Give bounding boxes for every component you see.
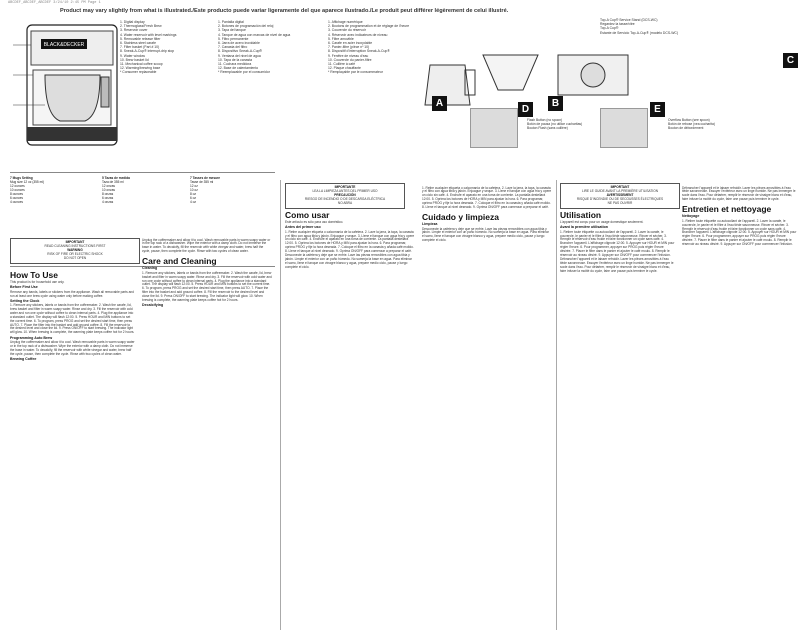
caption-d-es: Botón de pausa (no utilice cucharitas) — [527, 122, 583, 126]
part-fr-10: 11. Cuillère à café — [328, 62, 356, 67]
column-es-2 — [422, 186, 552, 628]
warning-label-fr: AVERTISSEMENT — [606, 192, 634, 197]
caption-d — [527, 118, 587, 130]
part-es-7: 8. Dispositivo Sneak-A-Cup® — [218, 49, 262, 54]
top-right-label-1: Regardez la tasse/vitre — [600, 22, 635, 27]
caption-e — [668, 118, 768, 130]
intro-en: This product is for household use only. — [10, 280, 65, 284]
part-en-7: 8. Sneak-A-Cup® interrupt-drip stop — [120, 49, 175, 54]
caption-e-fr: Bouton de débordement — [668, 126, 704, 130]
caption-e-en: Overflow Button (see spoon) — [668, 118, 710, 122]
warning-line-es-1: RIESGO DE INCENDIO O DE DESCARGA ELÉCTRICA — [304, 196, 386, 201]
before-first-use-heading: Before First Use — [10, 285, 38, 290]
en-body-1: 1. Remove any stickers, labels or bands from the coffeemaker. 2. Wash the carafe, lid, brew basket and filter in warm soapy water. Rinse and dry. 3. Fill the reservoir with cold water and run one cycle without coffee to clean internal parts. 4. Plug the appliance into a standard outlet. The display will flash 12:00. 5. Press HOUR and MIN buttons to set the current time. 6. To program, press PROG and set the desired start time, then press AUTO. 7. Place the filter into the basket and add ground coffee. 8. Fill the reservoir to the desired level and close the lid. 9. Press ON/OFF to start brewing. The indicator light will glow. 10. When brewing is complete, the warming plate keeps coffee hot for 2 hours. — [10, 303, 135, 335]
cleaning-heading: Cleaning — [142, 266, 158, 271]
mug-col2-line-5: 4 onzas — [102, 200, 114, 204]
section-como-usar: Como usar — [285, 210, 330, 220]
decalc-heading: Decalcifying — [142, 303, 164, 308]
parts-list-es — [218, 20, 313, 75]
print-header: ABCDEF_ABCDEF_ABCDEF 3/24/10 2:45 PM Page 1 — [8, 1, 101, 5]
mug-col1-title: 7 Mugs Setting — [10, 176, 33, 180]
before-body: Remove any bands, labels or stickers from the appliance. Wash all removable parts and run at least one brew cycle using water only before making coffee. — [10, 289, 134, 298]
important-sub-es: LEA LA LIMPIEZA ANTES DEL PRIMER USO — [312, 188, 378, 193]
section-how-to-use: How To Use — [10, 270, 59, 280]
callout-letter-a: A — [432, 96, 447, 111]
es-before-heading: Antes del primer uso — [285, 225, 321, 230]
section-entretien: Entretien et nettoyage — [682, 203, 772, 214]
fr-clean-heading: Nettoyage — [682, 214, 700, 219]
important-title-es: IMPORTANTE — [334, 185, 356, 189]
filter-illustration — [478, 45, 548, 105]
part-en-5: 6. Stainless steel carafe — [120, 41, 156, 46]
mug-col3-line-4: 6 oz — [190, 196, 197, 200]
mug-col3-line-0: Tasse de 355 ml — [190, 180, 214, 184]
column-es-1 — [285, 208, 415, 628]
part-fr-12: * Remplaçable par le consommateur — [328, 70, 383, 75]
setting-clock-heading: Setting the Clock — [10, 298, 40, 303]
callout-letter-e: E — [650, 102, 665, 117]
mug-col1-line-1: 12 ounces — [10, 184, 25, 188]
part-es-3: 4. Tanque de agua con marcas de nivel de agua — [218, 32, 291, 37]
parts-list-fr — [328, 20, 433, 75]
en-col2-body-a: Unplug the coffeemaker and allow it to cool. Wash removable parts in warm soapy water or in the top rack of a dishwasher. Wipe the exterior with a damp cloth. Do not immerse the base in water. To decalcify, fill the reservoir with white vinegar and water, brew half the cycle, pause, then complete the cycle. Rinse with two cycles of clean water. — [142, 238, 271, 254]
part-en-11: 12. Warming/brewing base — [120, 66, 161, 71]
part-en-8: 9. Water window — [120, 53, 145, 58]
part-fr-0: 1. Affichage numérique — [328, 20, 363, 24]
column-en-2 — [142, 238, 272, 628]
top-right-label-0: Top-A Cup® Service Stand (DCS-WC) — [600, 18, 658, 22]
top-right-label-2: Top-A Cup® — [600, 26, 619, 31]
mug-col3-title: 7 Tasses de mesure — [190, 176, 221, 180]
part-fr-4: 5. Filtre amovible — [328, 36, 354, 41]
part-en-3: 4. Water reservoir with level markings — [120, 32, 177, 37]
fr-col2-body-a: Débrancher l'appareil et le laisser refroidir. Laver les pièces amovibles à l'eau tiède savonneuse. Essuyer l'extérieur avec un linge humide. Ne pas immerger le socle dans l'eau. Pour détartrer, remplir le réservoir de vinaigre blanc et d'eau, faire infuser la moitié du cycle, faire une pause puis terminer le cycle. — [682, 186, 796, 202]
mug-col1-line-0: Mug size 12 oz (355 ml) — [10, 180, 45, 184]
part-fr-7: 8. Dispositif d'interruption Sneak-A-Cup® — [328, 49, 390, 54]
photo-e — [600, 108, 648, 148]
mug-col2-line-2: 10 onzas — [102, 188, 115, 192]
part-fr-8: 9. Fenêtre de niveau d'eau — [328, 53, 369, 58]
warning-label: WARNING — [67, 247, 83, 252]
part-en-0: 1. Digital display — [120, 20, 145, 24]
mug-col1-line-4: 6 ounces — [10, 196, 23, 200]
part-en-12: * Consumer replaceable — [120, 70, 157, 75]
es-clean-heading: Limpieza — [422, 222, 438, 227]
mug-col2-title: 5 Tazas de medida — [102, 176, 130, 180]
product-disclaimer: Product may vary slightly from what is illustrated./Este producto puede variar ligeramente del que aparece ilustrado./Le produit peut différer légèrement de celui illustré. — [60, 8, 509, 14]
mug-col3-line-2: 10 oz — [190, 188, 198, 192]
brewing-heading: Brewing Coffee — [10, 356, 37, 361]
warning-line-fr-1: RISQUE D'INCENDIE OU DE SECOUSSES ÉLECTRIQUES — [576, 196, 664, 201]
mug-col2-line-3: 8 onzas — [102, 192, 114, 196]
mug-col1-line-3: 8 ounces — [10, 192, 23, 196]
es-body-1: 1. Retire cualquier etiqueta o calcomanía de la cafetera. 2. Lave la jarra, la tapa, la canasta y el filtro con agua tibia y jabón. Enjuague y seque. 3. Llene el tanque con agua fría y opere un ciclo sin café. 4. Enchufe el aparato en una toma de corriente. La pantalla destellará 12:00. 5. Oprima los botones de HORA y MIN para ajustar la hora. 6. Para programar, oprima PROG y fije la hora deseada. 7. Coloque el filtro en la canasta y añada café molido. 8. Llene el tanque al nivel deseado. 9. Oprima ON/OFF para comenzar a preparar el café. — [285, 229, 415, 253]
part-en-9: 10. Brew basket lid — [120, 57, 149, 62]
program-heading: Programming Auto Brew — [10, 335, 53, 340]
es-col2-body-a: 1. Retire cualquier etiqueta o calcomanía de la cafetera. 2. Lave la jarra, la tapa, la canasta y el filtro con agua tibia y jabón. Enjuague y seque. 3. Llene el tanque con agua fría y opere un ciclo sin café. 4. Enchufe el aparato en una toma de corriente. La pantalla destellará 12:00. 5. Oprima los botones de HORA y MIN para ajustar la hora. 6. Para programar, oprima PROG y fije la hora deseada. 7. Coloque el filtro en la canasta y añada café molido. 8. Llene el tanque al nivel deseado. 9. Oprima ON/OFF para comenzar a preparar el café. — [422, 186, 552, 209]
es-body-1b: Desconecte la cafetera y deje que se enfríe. Lave las piezas removibles con agua tibia y jabón. Limpie el exterior con un paño húmedo. No sumerja la base en agua. Para eliminar el sarro, llene el tanque con vinagre blanco y agua, prepare medio ciclo, pause y luego complete el ciclo. — [285, 253, 412, 269]
parts-list-en — [120, 20, 215, 75]
mug-col2-line-4: 6 onzas — [102, 196, 114, 200]
column-fr-1 — [560, 208, 675, 628]
section-care: Care and Cleaning — [142, 255, 217, 266]
part-es-2: 3. Tapa del tanque — [218, 28, 246, 33]
part-es-4: 5. Filtro permanente — [218, 36, 249, 41]
part-es-1: 2. Botones de programación del reloj — [218, 24, 274, 29]
part-es-5: 6. Jarra de acero inoxidable — [218, 41, 260, 46]
mug-settings — [10, 176, 275, 224]
part-es-0: 1. Pantalla digital — [218, 20, 244, 24]
part-en-1: 2. Thermoglass/Fresh Brew — [120, 24, 162, 29]
important-sub-fr: LIRE LE GUIDE AVANT LA PREMIÈRE UTILISATION — [581, 188, 659, 193]
mug-settings-col3 — [190, 176, 270, 204]
warning-line-es-2: NO ABRA — [337, 200, 353, 205]
mug-col2-line-1: 12 onzas — [102, 184, 115, 188]
part-es-9: 10. Tapa de la canasta — [218, 57, 253, 62]
photo-d — [470, 108, 518, 148]
important-sub: READ CLEANING INSTRUCTIONS FIRST — [44, 243, 106, 248]
mug-col3-line-3: 8 oz — [190, 192, 197, 196]
important-box-es — [285, 183, 405, 209]
fr-col2-body-b: 1. Retirer toute étiquette ou autocollant de l'appareil. 2. Laver la carafe, le couvercle, le panier et le filtre à l'eau tiède savonneuse. Rincer et sécher. 3. Remplir le réservoir d'eau froide et faire fonctionner un cycle sans café. 4. Brancher l'appareil. L'affichage clignote 12:00. 5. Appuyer sur HOUR et MIN pour régler l'heure. 6. Pour programmer, appuyer sur PROG puis régler l'heure désirée. 7. Placer le filtre dans le panier et ajouter le café moulu. 8. Remplir le réservoir au niveau désiré. 9. Appuyer sur ON/OFF pour commencer l'infusion. — [682, 218, 797, 246]
part-fr-3: 4. Réservoir avec indicateurs de niveau — [328, 32, 388, 37]
part-fr-2: 3. Couvercle du réservoir — [328, 28, 366, 33]
part-en-4: 5. Removable release filter — [120, 36, 161, 41]
callout-letter-d: D — [518, 102, 533, 117]
part-es-11: 12. Base de calentamiento — [218, 66, 259, 71]
warning-line-fr-2: NE PAS OUVRIR — [607, 200, 633, 205]
callout-letter-b: B — [548, 96, 563, 111]
top-right-label-3: Estante de Servicio Top-A-Cup® (modelo DCS-WC) — [600, 30, 678, 35]
warning-line-1: RISK OF FIRE OR ELECTRIC SHOCK — [47, 251, 103, 256]
part-fr-9: 10. Couvercle du panier-filtre — [328, 57, 372, 62]
mug-col3-line-5: 4 oz — [190, 200, 197, 204]
section-utilisation: Utilisation — [560, 210, 602, 220]
fr-body-1: 1. Retirer toute étiquette ou autocollant de l'appareil. 2. Laver la carafe, le couvercle, le panier et le filtre à l'eau tiède savonneuse. Rincer et sécher. 3. Remplir le réservoir d'eau froide et faire fonctionner un cycle sans café. 4. Brancher l'appareil. L'affichage clignote 12:00. 5. Appuyer sur HOUR et MIN pour régler l'heure. 6. Pour programmer, appuyer sur PROG puis régler l'heure désirée. 7. Placer le filtre dans le panier et ajouter le café moulu. 8. Remplir le réservoir au niveau désiré. 9. Appuyer sur ON/OFF pour commencer l'infusion. — [560, 229, 675, 257]
mug-col2-line-0: Taza de 355 ml — [102, 180, 124, 184]
mug-col1-line-2: 10 ounces — [10, 188, 25, 192]
important-title: IMPORTANT — [65, 240, 85, 244]
mug-settings-col1 — [10, 176, 90, 204]
en-body-1b: Unplug the coffeemaker and allow it to cool. Wash removable parts in warm soapy water or in the top rack of a dishwasher. Wipe the exterior with a damp cloth. Do not immerse the base in water. To decalcify, fill the reservoir with white vinegar and water, brew half the cycle, pause, then complete the cycle. Rinse with two cycles of clean water. — [10, 340, 135, 356]
es-col2-body-b: Desconecte la cafetera y deje que se enfríe. Lave las piezas removibles con agua tibia y jabón. Limpie el exterior con un paño húmedo. No sumerja la base en agua. Para eliminar el sarro, llene el tanque con vinagre blanco y agua, prepare medio ciclo, pause y luego complete el ciclo. — [422, 226, 549, 243]
brand-logo: BLACK&DECKER — [43, 42, 85, 48]
caption-e-es: Botón de rebose (vea cucharita) — [668, 122, 715, 126]
part-es-8: 9. Ventana del nivel de agua — [218, 53, 261, 58]
warning-line-2: DO NOT OPEN — [63, 255, 87, 260]
part-fr-1: 2. Boutons de programmation et de réglage de l'heure — [328, 24, 410, 29]
carafe-illustration — [420, 55, 480, 115]
en-col2-body-b: 1. Remove any stickers, labels or bands from the coffeemaker. 2. Wash the carafe, lid, brew basket and filter in warm soapy water. Rinse and dry. 3. Fill the reservoir with cold water and run one cycle without coffee to clean internal parts. 4. Plug the appliance into a standard outlet. The display will flash 12:00. 5. Press HOUR and MIN buttons to set the current time. 6. To program, press PROG and set the desired start time, then press AUTO. 7. Place the filter into the basket and add ground coffee. 8. Fill the reservoir to the desired level and close the lid. 9. Press ON/OFF to start brewing. The indicator light will glow. 10. When brewing is complete, the warming plate keeps coffee hot for 2 hours. — [142, 270, 272, 302]
warning-label-es: PRECAUCIÓN — [334, 192, 356, 197]
intro-es: Este artículo es sólo para uso doméstico. — [285, 220, 344, 224]
part-en-10: 11. Mechanical coffee scoop — [120, 62, 163, 67]
mug-col1-line-5: 4 ounces — [10, 200, 23, 204]
top-right-labels — [600, 18, 800, 35]
important-box-fr — [560, 183, 680, 209]
part-fr-6: 7. Panier-filtre (pièce nº 10) — [328, 45, 370, 50]
column-en-1 — [10, 268, 135, 628]
part-es-10: 11. Cuchara medidora — [218, 62, 252, 67]
mug-settings-col2 — [102, 176, 182, 204]
intro-fr: L'appareil est conçu pour un usage domestique seulement. — [560, 220, 644, 224]
column-fr-2 — [682, 186, 797, 628]
part-en-2: 3. Reservoir cover — [120, 28, 148, 33]
part-en-6: 7. Filter basket (Part # 10) — [120, 45, 160, 50]
part-fr-11: 12. Plaque chauffante — [328, 66, 361, 71]
fr-body-1b: Débrancher l'appareil et le laisser refroidir. Laver les pièces amovibles à l'eau tiède savonneuse. Essuyer l'extérieur avec un linge humide. Ne pas immerger le socle dans l'eau. Pour détartrer, remplir le réservoir de vinaigre blanc et d'eau, faire infuser la moitié du cycle, faire une pause puis terminer le cycle. — [560, 257, 674, 273]
caption-d-fr: Bouton Flash (sans cuillère) — [527, 126, 568, 130]
mug-col3-line-1: 12 oz — [190, 184, 198, 188]
part-es-12: * Reemplazable por el consumidor — [218, 70, 270, 75]
coffeemaker-illustration — [5, 15, 125, 165]
important-box-en — [10, 238, 140, 264]
caption-d-en: Flash Button (no spoon) — [527, 118, 563, 122]
section-cuidado: Cuidado y limpieza — [422, 211, 499, 222]
callout-letter-c: C — [783, 53, 798, 68]
fr-before-heading: Avant la première utilisation — [560, 225, 608, 230]
part-es-6: 7. Canasta del filtro — [218, 45, 248, 50]
important-title-fr: IMPORTANT — [610, 185, 630, 189]
part-fr-5: 6. Carafe en acier inoxydable — [328, 41, 373, 46]
